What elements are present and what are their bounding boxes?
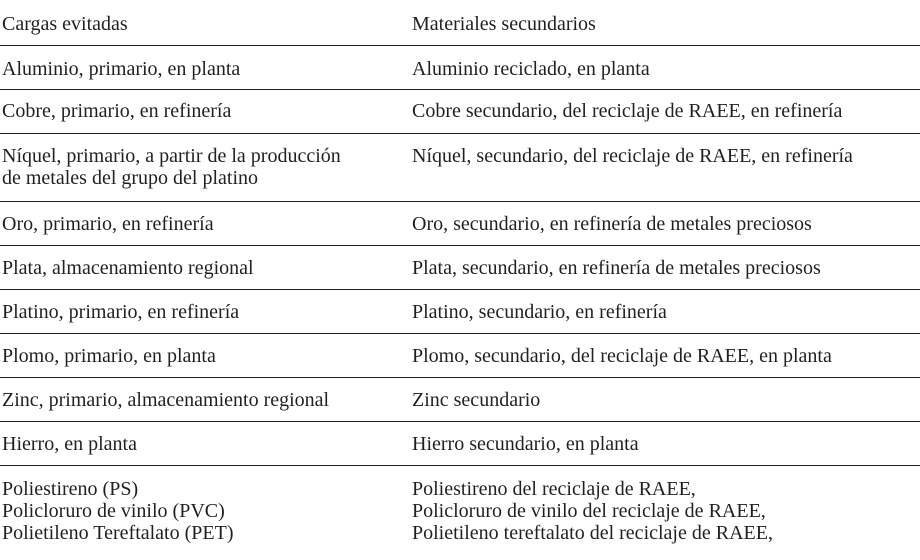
table-row <box>0 134 920 202</box>
table-row <box>0 246 920 290</box>
avoided-load-cell: Zinc, primario, almacenamiento regional <box>2 389 330 411</box>
avoided-load-cell: Plata, almacenamiento regional <box>2 257 254 279</box>
secondary-material-cell: Hierro secundario, en planta <box>412 433 639 455</box>
avoided-load-cell: Aluminio, primario, en planta <box>2 58 241 80</box>
table-row <box>0 290 920 334</box>
table-row <box>0 46 920 90</box>
secondary-material-cell: Platino, secundario, en refinería <box>412 301 667 323</box>
table-row <box>0 466 920 560</box>
avoided-load-cell: Hierro, en planta <box>2 433 137 455</box>
table-row <box>0 334 920 378</box>
table-row <box>0 90 920 134</box>
avoided-load-cell: Níquel, primario, a partir de la producción de metales del grupo del platino <box>2 145 341 189</box>
avoided-load-cell: Poliestireno (PS) Policloruro de vinilo (PVC) Polietileno Tereftalato (PET) <box>2 478 234 544</box>
secondary-material-cell: Plata, secundario, en refinería de metales preciosos <box>412 257 821 279</box>
secondary-material-cell: Oro, secundario, en refinería de metales preciosos <box>412 213 812 235</box>
table-row <box>0 378 920 422</box>
header-cargas-evitadas: Cargas evitadas <box>2 13 128 35</box>
avoided-load-cell: Plomo, primario, en planta <box>2 345 216 367</box>
header-materiales-secundarios: Materiales secundarios <box>412 13 596 35</box>
secondary-material-cell: Cobre secundario, del reciclaje de RAEE, en refinería <box>412 100 843 122</box>
table-row <box>0 422 920 466</box>
avoided-load-cell: Oro, primario, en refinería <box>2 213 214 235</box>
secondary-material-cell: Aluminio reciclado, en planta <box>412 58 650 80</box>
table-header-row <box>0 0 920 46</box>
secondary-material-cell: Níquel, secundario, del reciclaje de RAEE, en refinería <box>412 145 853 167</box>
avoided-load-cell: Cobre, primario, en refinería <box>2 100 232 122</box>
secondary-material-cell: Poliestireno del reciclaje de RAEE, Policloruro de vinilo del reciclaje de RAEE, Polietileno tereftalato del reciclaje de RAEE, <box>412 478 773 544</box>
table-row <box>0 202 920 246</box>
avoided-load-cell: Platino, primario, en refinería <box>2 301 240 323</box>
secondary-material-cell: Zinc secundario <box>412 389 541 411</box>
secondary-material-cell: Plomo, secundario, del reciclaje de RAEE, en planta <box>412 345 832 367</box>
